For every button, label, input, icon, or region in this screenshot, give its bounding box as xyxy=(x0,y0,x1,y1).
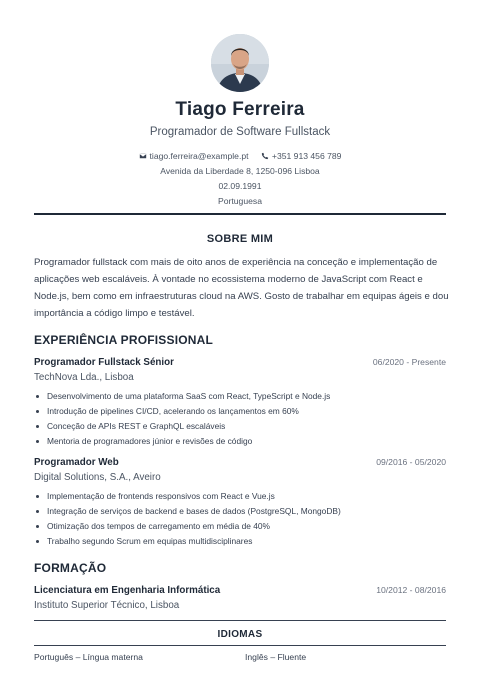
phone-item[interactable] xyxy=(261,151,342,161)
job-entry xyxy=(34,357,446,449)
experience-title: EXPERIÊNCIA PROFISSIONAL xyxy=(34,333,214,347)
summary-text: Programador fullstack com mais de oito anos de experiência na conceção e implementação de aplicações web escaláveis. À vontade no ecossistema moderno de JavaScript com React e Node.js, bem como em infraestruturas cloud na AWS. Gosto de trabalhar em equipas ágeis e dou importância a código limpo e testável. xyxy=(34,257,449,319)
candidate-role: Programador de Software Fullstack xyxy=(149,126,331,138)
job-bullet: Trabalho segundo Scrum em equipas multidisciplinares xyxy=(34,534,446,549)
email-item[interactable] xyxy=(139,151,249,161)
job-bullet: Desenvolvimento de uma plataforma SaaS com React, TypeScript e Node.js xyxy=(34,389,446,404)
languages-divider-bottom xyxy=(34,645,446,646)
school-name: Instituto Superior Técnico, Lisboa xyxy=(34,600,180,611)
job-bullet: Introdução de pipelines CI/CD, acelerando os lançamentos em 60% xyxy=(34,404,446,419)
languages-title: IDIOMAS xyxy=(217,629,263,640)
job-bullet: Otimização dos tempos de carregamento em média de 40% xyxy=(34,519,446,534)
birth-date-text: 02.09.1991 xyxy=(218,181,262,191)
language-item: Inglês – Fluente xyxy=(245,652,307,662)
degree-title: Licenciatura em Engenharia Informática xyxy=(34,585,221,596)
education-date: 10/2012 - 08/2016 xyxy=(376,585,446,595)
job-bullet: Implementação de frontends responsivos com React e Vue.js xyxy=(34,489,446,504)
language-item: Português – Língua materna xyxy=(34,652,143,662)
job-company: TechNova Lda., Lisboa xyxy=(34,372,134,383)
envelope-icon xyxy=(139,152,147,160)
job-bullet: Mentoria de programadores júnior e revisões de código xyxy=(34,434,446,449)
job-title: Programador Fullstack Sénior xyxy=(34,357,174,368)
profile-photo xyxy=(211,34,269,92)
job-bullet: Conceção de APIs REST e GraphQL escaláveis xyxy=(34,419,446,434)
candidate-name: Tiago Ferreira xyxy=(175,99,305,120)
email-text: tiago.ferreira@example.pt xyxy=(149,151,249,161)
job-bullets xyxy=(34,489,446,549)
languages-divider xyxy=(34,620,446,621)
header-divider xyxy=(34,213,446,215)
job-bullet: Integração de serviços de backend e bases de dados (PostgreSQL, MongoDB) xyxy=(34,504,446,519)
job-bullets xyxy=(34,389,446,449)
job-entry xyxy=(34,457,446,549)
phone-icon xyxy=(261,152,269,160)
education-entry xyxy=(34,585,446,611)
contact-row xyxy=(0,151,480,162)
address-text: Avenida da Liberdade 8, 1250-096 Lisboa xyxy=(160,166,320,176)
education-title: FORMAÇÃO xyxy=(34,561,107,575)
job-date: 06/2020 - Presente xyxy=(372,357,446,367)
avatar xyxy=(211,34,269,92)
job-date: 09/2016 - 05/2020 xyxy=(376,457,446,467)
phone-text: +351 913 456 789 xyxy=(271,151,342,161)
job-title: Programador Web xyxy=(34,457,119,468)
job-company: Digital Solutions, S.A., Aveiro xyxy=(34,472,161,483)
summary-title: SOBRE MIM xyxy=(206,233,274,245)
nationality-text: Portuguesa xyxy=(218,196,262,206)
